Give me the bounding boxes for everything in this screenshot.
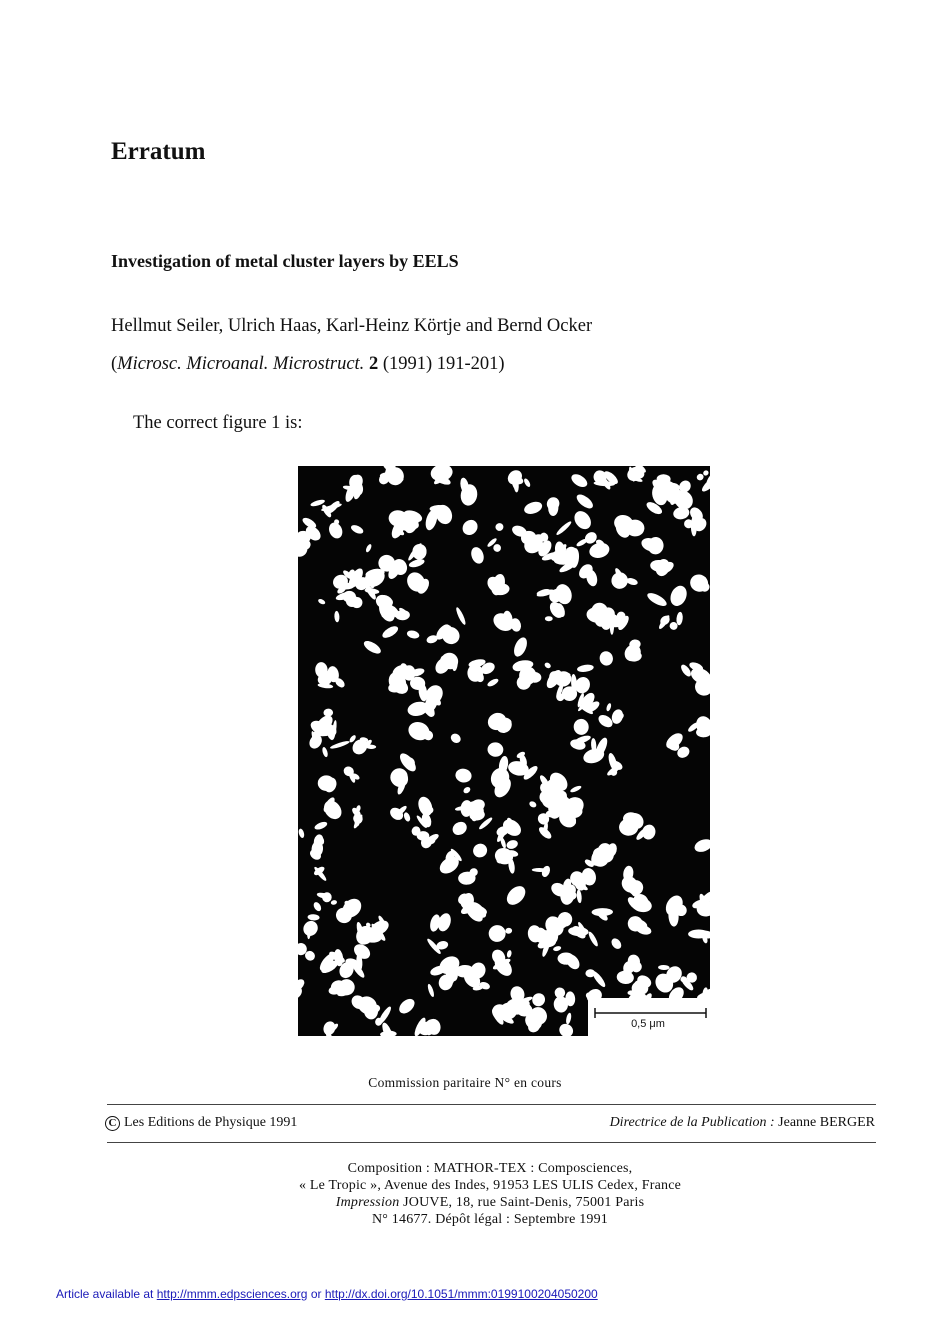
erratum-title: Erratum — [111, 138, 206, 165]
doi-link[interactable]: http://dx.doi.org/10.1051/mmm:0199100204050200 — [324, 1287, 598, 1301]
impression-text: JOUVE, 18, rue Saint-Denis, 75001 Paris — [403, 1195, 645, 1210]
micrograph-image — [298, 466, 710, 1036]
copyright-line — [105, 1115, 297, 1131]
legal-deposit-line: N° 14677. Dépôt légal : Septembre 1991 — [372, 1212, 608, 1227]
top-divider — [107, 1104, 876, 1105]
article-title: Investigation of metal cluster layers by EELS — [111, 251, 459, 271]
scale-bar-label: 0,5 μm — [631, 1018, 665, 1030]
journal-site-link[interactable]: http://mmm.edpsciences.org — [156, 1287, 308, 1301]
publication-director — [610, 1115, 875, 1131]
micrograph-svg — [298, 466, 710, 1036]
composition-line: Composition : MATHOR-TEX : Composciences, — [347, 1161, 633, 1176]
impression-line — [0, 1194, 930, 1211]
author-list: Hellmut Seiler, Ulrich Haas, Karl-Heinz Körtje and Bernd Ocker — [111, 316, 593, 336]
scale-bar-background — [588, 998, 710, 1036]
cluster-spot — [545, 616, 553, 621]
link-prefix: Article available at — [56, 1287, 154, 1301]
copyright-text: Les Editions de Physique 1991 — [124, 1115, 298, 1130]
citation-open-paren: ( — [111, 354, 118, 374]
journal-name: Microsc. Microanal. Microstruct. — [117, 354, 365, 374]
link-separator: or — [310, 1287, 322, 1301]
citation — [111, 354, 505, 375]
article-availability — [56, 1287, 598, 1301]
impression-label: Impression — [335, 1195, 400, 1210]
copyright-icon: C — [105, 1116, 120, 1131]
volume-number: 2 — [368, 354, 379, 374]
directrice-label: Directrice de la Publication : — [609, 1115, 775, 1130]
commission-note: Commission paritaire N° en cours — [368, 1075, 562, 1090]
directrice-name: Jeanne BERGER — [778, 1115, 875, 1130]
composition-address: « Le Tropic », Avenue des Indes, 91953 LES ULIS Cedex, France — [298, 1178, 682, 1193]
composition-block — [0, 1160, 930, 1228]
cluster-spot — [346, 595, 358, 607]
citation-pages: (1991) 191-201) — [382, 354, 505, 374]
bottom-divider — [107, 1142, 876, 1143]
figure-intro: The correct figure 1 is: — [133, 413, 303, 433]
